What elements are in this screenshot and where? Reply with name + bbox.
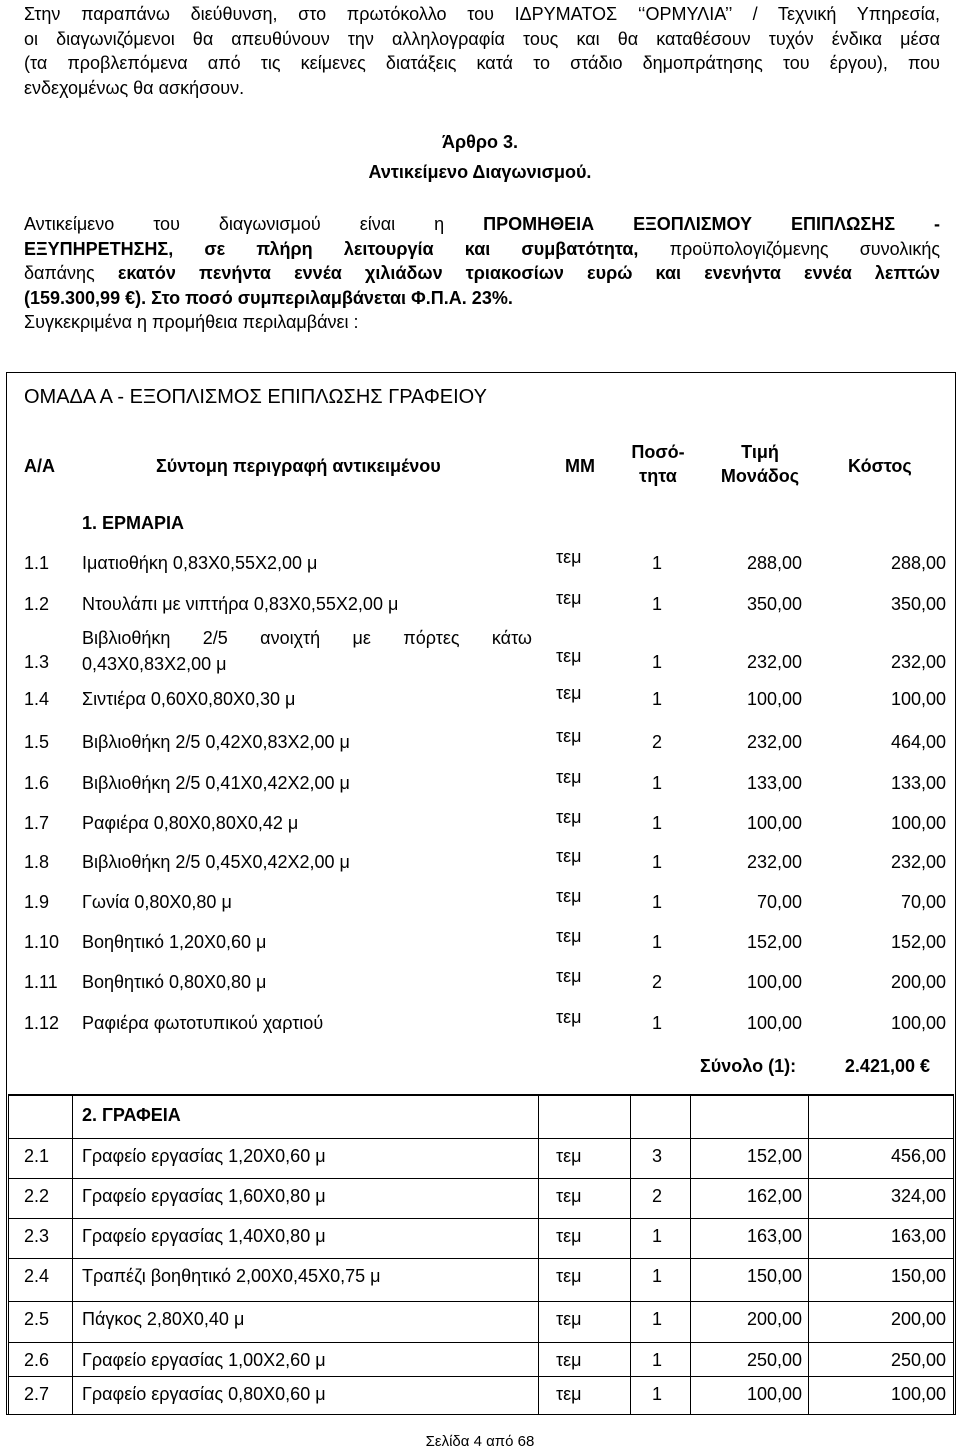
row-number: 1.2 xyxy=(24,594,50,614)
grid-line xyxy=(8,1096,9,1414)
row-description: Ραφιέρα 0,80Χ0,80Χ0,42 μ xyxy=(82,813,299,833)
table-row xyxy=(0,767,960,797)
row-cost: 232,00 xyxy=(890,652,946,672)
row-unit-price: 162,00 xyxy=(746,1186,802,1206)
body-line xyxy=(24,286,940,311)
row-description: Γραφείο εργασίας 1,60Χ0,80 μ xyxy=(82,1186,326,1206)
row-quantity: 2 xyxy=(652,1186,663,1206)
row-unit-price: 152,00 xyxy=(746,932,802,952)
row-number: 2.2 xyxy=(24,1186,50,1206)
row-description: Βοηθητικό 1,20Χ0,60 μ xyxy=(82,932,267,952)
row-cost: 100,00 xyxy=(890,1384,946,1404)
row-unit-price: 100,00 xyxy=(746,972,802,992)
row-number: 2.1 xyxy=(24,1146,50,1166)
row-description: Γραφείο εργασίας 1,40Χ0,80 μ xyxy=(82,1226,326,1246)
row-number: 2.6 xyxy=(24,1350,50,1370)
row-divider xyxy=(8,1258,954,1259)
row-unit: τεμ xyxy=(556,1350,582,1370)
intro-line: οι διαγωνιζόμενοι θα απευθύνουν την αλληλογραφία τους και θα καταθέσουν τυχόν ένδικα μέσα xyxy=(24,28,940,49)
grid-line xyxy=(538,1096,539,1414)
row-divider xyxy=(8,1342,954,1343)
row-unit: τεμ xyxy=(556,807,582,827)
row-unit-price: 150,00 xyxy=(746,1266,802,1286)
page-footer: Σελίδα 4 από 68 xyxy=(425,1433,535,1450)
grid-line xyxy=(808,1096,809,1414)
table-row xyxy=(0,886,960,916)
row-divider xyxy=(8,1138,954,1139)
row-description: Ιματιοθήκη 0,83Χ0,55Χ2,00 μ xyxy=(82,553,318,573)
row-quantity: 1 xyxy=(652,652,663,672)
row-divider xyxy=(8,1301,954,1302)
row-description-line2: 0,43Χ0,83Χ2,00 μ xyxy=(82,654,227,674)
grid-line xyxy=(690,1096,691,1414)
header-price-line: Μονάδος xyxy=(720,466,800,486)
article-body xyxy=(24,212,940,335)
body-line: Συγκεκριμένα η προμήθεια περιλαμβάνει : xyxy=(24,312,359,332)
row-unit: τεμ xyxy=(556,1384,582,1404)
row-number: 1.1 xyxy=(24,553,50,573)
row-cost: 350,00 xyxy=(890,594,946,614)
header-quantity xyxy=(628,440,688,488)
article-number: Άρθρο 3. xyxy=(441,132,518,152)
row-description: Βιβλιοθήκη 2/5 0,42Χ0,83Χ2,00 μ xyxy=(82,732,350,752)
body-bold: (159.300,99 €). Στο ποσό συμπεριλαμβάνεται Φ.Π.Α. 23%. xyxy=(24,287,513,308)
row-description: Ντουλάπι με νιπτήρα 0,83Χ0,55Χ2,00 μ xyxy=(82,594,399,614)
row-description: Γραφείο εργασίας 0,80Χ0,60 μ xyxy=(82,1384,326,1404)
row-quantity: 1 xyxy=(652,1226,663,1246)
row-description: Τραπέζι βοηθητικό 2,00Χ0,45Χ0,75 μ xyxy=(82,1266,381,1286)
body-bold: ΠΡΟΜΗΘΕΙΑ ΕΞΟΠΛΙΣΜΟΥ ΕΠΙΠΛΩΣΗΣ - xyxy=(483,214,941,234)
header-aa: Α/Α xyxy=(24,456,55,476)
body-text: δαπάνης xyxy=(24,263,118,283)
row-number: 2.3 xyxy=(24,1226,50,1246)
row-unit-price: 232,00 xyxy=(746,732,802,752)
header-description: Σύντομη περιγραφή αντικειμένου xyxy=(156,456,441,476)
row-cost: 456,00 xyxy=(890,1146,946,1166)
row-quantity: 1 xyxy=(652,1309,663,1329)
row-number: 1.12 xyxy=(24,1013,60,1033)
row-unit: τεμ xyxy=(556,1186,582,1206)
row-cost: 232,00 xyxy=(890,852,946,872)
row-number: 1.8 xyxy=(24,852,50,872)
row-quantity: 1 xyxy=(652,1384,663,1404)
body-line xyxy=(24,212,940,237)
row-number: 2.4 xyxy=(24,1266,50,1286)
row-cost: 152,00 xyxy=(890,932,946,952)
row-description: Γραφείο εργασίας 1,00Χ2,60 μ xyxy=(82,1350,326,1370)
intro-line: ενδεχομένως θα ασκήσουν. xyxy=(24,77,245,98)
row-description: Ραφιέρα φωτοτυπικού χαρτιού xyxy=(82,1013,324,1033)
row-cost: 250,00 xyxy=(890,1350,946,1370)
row-number: 1.10 xyxy=(24,932,60,952)
row-cost: 200,00 xyxy=(890,972,946,992)
table-row xyxy=(0,1350,960,1374)
row-unit: τεμ xyxy=(556,588,582,608)
table-row xyxy=(0,1146,960,1170)
row-unit: τεμ xyxy=(556,926,582,946)
row-quantity: 1 xyxy=(652,594,663,614)
row-divider xyxy=(8,1376,954,1377)
header-unit-price xyxy=(712,440,808,488)
row-quantity: 2 xyxy=(652,972,663,992)
row-quantity: 1 xyxy=(652,813,663,833)
row-cost: 200,00 xyxy=(890,1309,946,1329)
section-divider xyxy=(8,1094,954,1096)
row-quantity: 1 xyxy=(652,852,663,872)
row-number: 1.9 xyxy=(24,892,50,912)
row-divider xyxy=(8,1218,954,1219)
row-cost: 324,00 xyxy=(890,1186,946,1206)
table-row xyxy=(0,1384,960,1408)
table-row xyxy=(0,1007,960,1037)
row-quantity: 2 xyxy=(652,732,663,752)
row-unit: τεμ xyxy=(556,1266,582,1286)
intro-paragraph xyxy=(24,2,940,100)
row-quantity: 1 xyxy=(652,1013,663,1033)
body-line xyxy=(24,261,940,286)
row-quantity: 1 xyxy=(652,932,663,952)
row-unit-price: 100,00 xyxy=(746,813,802,833)
row-number: 1.11 xyxy=(24,972,58,992)
row-quantity: 1 xyxy=(652,773,663,793)
row-quantity: 3 xyxy=(652,1146,663,1166)
table-row xyxy=(0,807,960,837)
table-row xyxy=(0,588,960,618)
row-unit-price: 232,00 xyxy=(746,852,802,872)
row-divider xyxy=(8,1178,954,1179)
row-number: 1.5 xyxy=(24,732,50,752)
row-quantity: 1 xyxy=(652,892,663,912)
body-bold: εκατόν πενήντα εννέα χιλιάδων τριακοσίων ευρώ και ενενήντα εννέα λεπτών xyxy=(117,263,941,283)
body-line xyxy=(24,237,940,262)
subtotal-label: Σύνολο (1): xyxy=(700,1056,797,1076)
table-row xyxy=(0,726,960,756)
row-number: 1.6 xyxy=(24,773,50,793)
row-number: 1.4 xyxy=(24,689,50,709)
row-description: Γωνία 0,80Χ0,80 μ xyxy=(82,892,232,912)
row-cost: 150,00 xyxy=(890,1266,946,1286)
row-unit-price: 133,00 xyxy=(746,773,802,793)
row-quantity: 1 xyxy=(652,689,663,709)
section-title: 2. ΓΡΑΦΕΙΑ xyxy=(82,1105,181,1125)
row-unit: τεμ xyxy=(556,846,582,866)
row-cost: 100,00 xyxy=(890,689,946,709)
row-description: Σιντιέρα 0,60Χ0,80Χ0,30 μ xyxy=(82,689,296,709)
table-row xyxy=(0,1226,960,1250)
row-unit: τεμ xyxy=(556,646,582,666)
row-unit-price: 152,00 xyxy=(746,1146,802,1166)
row-unit-price: 163,00 xyxy=(746,1226,802,1246)
header-cost: Κόστος xyxy=(848,456,912,476)
grid-line xyxy=(953,1096,954,1414)
row-unit-price: 232,00 xyxy=(746,652,802,672)
row-number: 1.7 xyxy=(24,813,50,833)
table-row xyxy=(0,628,960,674)
body-bold: ΕΞΥΠΗΡΕΤΗΣΗΣ, σε πλήρη λειτουργία και συμβατότητα, xyxy=(24,238,639,259)
table-row xyxy=(0,547,960,577)
row-quantity: 1 xyxy=(652,1266,663,1286)
header-quantity-line: τητα xyxy=(639,466,677,486)
subtotal-value: 2.421,00 € xyxy=(844,1056,930,1076)
row-unit-price: 100,00 xyxy=(746,1013,802,1033)
table-row xyxy=(0,926,960,956)
row-unit: τεμ xyxy=(556,767,582,787)
header-price-line: Τιμή xyxy=(741,442,779,462)
row-cost: 70,00 xyxy=(900,892,946,912)
table-row xyxy=(0,1186,960,1210)
row-cost: 163,00 xyxy=(890,1226,946,1246)
row-unit: τεμ xyxy=(556,886,582,906)
row-unit-price: 288,00 xyxy=(746,553,802,573)
row-description: Βιβλιοθήκη 2/5 0,45Χ0,42Χ2,00 μ xyxy=(82,852,350,872)
row-description: Βοηθητικό 0,80Χ0,80 μ xyxy=(82,972,267,992)
row-unit-price: 100,00 xyxy=(746,1384,802,1404)
grid-line xyxy=(72,1096,73,1414)
row-unit: τεμ xyxy=(556,966,582,986)
row-description: Πάγκος 2,80Χ0,40 μ xyxy=(82,1309,245,1329)
row-number: 2.5 xyxy=(24,1309,50,1329)
group-title: ΟΜΑΔΑ Α - ΕΞΟΠΛΙΣΜΟΣ ΕΠΙΠΛΩΣΗΣ ΓΡΑΦΕΙΟΥ xyxy=(24,386,487,408)
body-text: προϋπολογιζόμενης συνολικής xyxy=(638,238,941,259)
row-unit: τεμ xyxy=(556,1007,582,1027)
row-number: 1.3 xyxy=(24,652,50,672)
body-text: Αντικείμενο του διαγωνισμού είναι η xyxy=(24,214,484,234)
row-unit: τεμ xyxy=(556,1226,582,1246)
row-unit-price: 70,00 xyxy=(756,892,802,912)
row-cost: 464,00 xyxy=(890,732,946,752)
intro-line: (τα προβλεπόμενα από τις κείμενες διατάξεις κατά το στάδιο δημοπράτησης του έργου), που xyxy=(24,53,940,73)
grid-line xyxy=(630,1096,631,1414)
row-cost: 100,00 xyxy=(890,813,946,833)
row-unit-price: 350,00 xyxy=(746,594,802,614)
row-description: Βιβλιοθήκη 2/5 0,41Χ0,42Χ2,00 μ xyxy=(82,773,350,793)
row-unit: τεμ xyxy=(556,1309,582,1329)
article-title: Αντικείμενο Διαγωνισμού. xyxy=(368,162,592,182)
table-row xyxy=(0,683,960,713)
table-row xyxy=(0,846,960,876)
row-cost: 100,00 xyxy=(890,1013,946,1033)
row-cost: 288,00 xyxy=(890,553,946,573)
row-number: 2.7 xyxy=(24,1384,50,1404)
row-quantity: 1 xyxy=(652,1350,663,1370)
row-unit: τεμ xyxy=(556,1146,582,1166)
table-row xyxy=(0,966,960,996)
row-description: Βιβλιοθήκη 2/5 ανοιχτή με πόρτες κάτω xyxy=(82,628,532,648)
row-unit: τεμ xyxy=(556,683,582,703)
row-unit-price: 250,00 xyxy=(746,1350,802,1370)
table-row xyxy=(0,1309,960,1333)
table-row xyxy=(0,1266,960,1290)
header-unit: ΜΜ xyxy=(565,456,595,476)
row-unit: τεμ xyxy=(556,726,582,746)
row-unit-price: 200,00 xyxy=(746,1309,802,1329)
row-unit: τεμ xyxy=(556,547,582,567)
header-quantity-line: Ποσό- xyxy=(631,442,685,462)
row-description: Γραφείο εργασίας 1,20Χ0,60 μ xyxy=(82,1146,326,1166)
row-unit-price: 100,00 xyxy=(746,689,802,709)
row-cost: 133,00 xyxy=(890,773,946,793)
row-quantity: 1 xyxy=(652,553,663,573)
intro-line: Στην παραπάνω διεύθυνση, στο πρωτόκολλο του ΙΔΡΥΜΑΤΟΣ ‘‘ΟΡΜΥΛΙΑ’’ / Τεχνική Υπηρεσία, xyxy=(24,4,940,24)
section-title: 1. ΕΡΜΑΡΙΑ xyxy=(82,513,185,533)
